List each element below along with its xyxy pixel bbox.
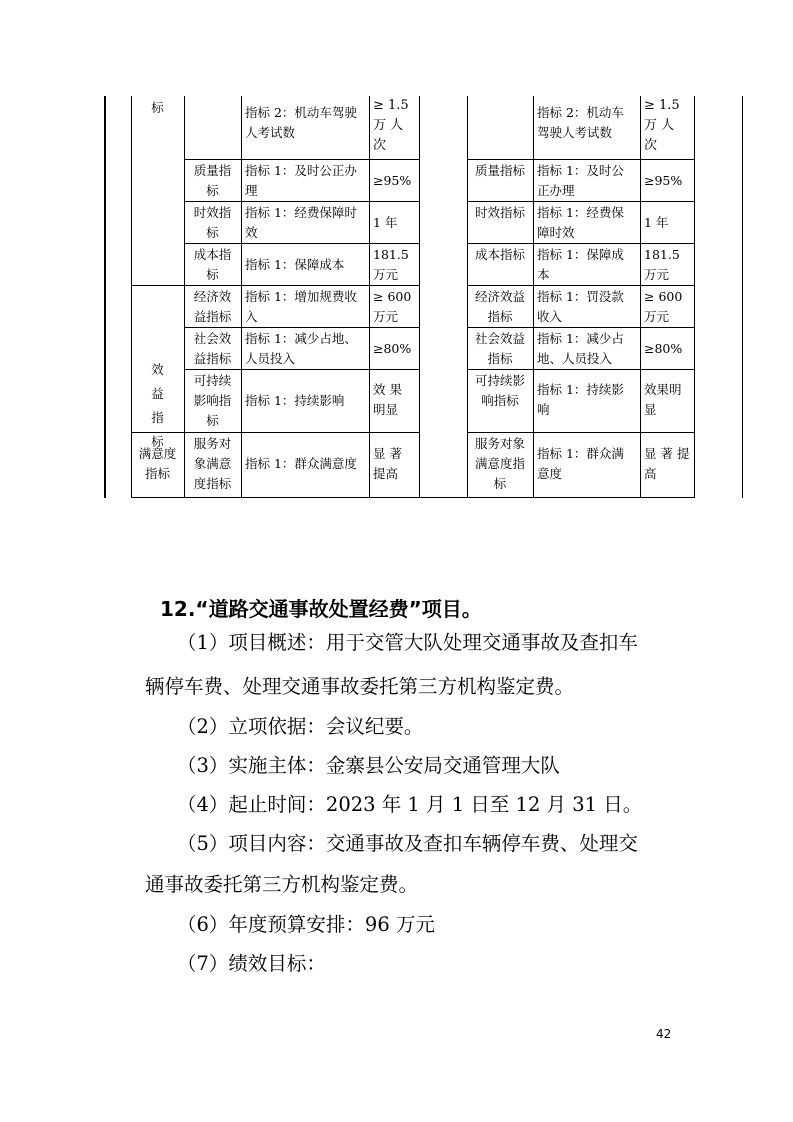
indicator-cell: 指标 1：群众满意度: [245, 456, 357, 471]
indicator-cell: 指标 1：增加规费收入: [245, 289, 357, 324]
sub-indicator-cell: 质量指标: [193, 163, 232, 198]
value-cell: 显 著 提高: [644, 446, 690, 481]
indicator-cell: 指标 1：群众满意度: [537, 446, 624, 481]
sub-indicator-cell: 经济效益指标: [193, 289, 232, 324]
indicator-cell: 指标 1：减少占地、人员投入: [537, 331, 624, 366]
sub-indicator-cell: 服务对象满意度指标: [193, 436, 232, 491]
paragraph: （6）年度预算安排：96 万元: [177, 913, 435, 936]
sub-indicator-cell: 时效指标: [193, 205, 232, 240]
table-vline: [694, 96, 695, 498]
paragraph: （3）实施主体：金寨县公安局交通管理大队: [177, 754, 560, 777]
indicator-cell: 指标 2：机动车驾驶人考试数: [537, 105, 624, 140]
section-heading: 12.“道路交通事故处置经费”项目。: [160, 597, 482, 621]
category-fragment: 标: [151, 100, 164, 115]
table-hline: [467, 159, 694, 160]
table-hline: [467, 327, 694, 328]
value-cell: 1 年: [373, 215, 398, 230]
value-cell: 181.5 万元: [644, 247, 684, 282]
value-cell: ≥ 1.5 万 人 次: [644, 98, 684, 153]
table-hline: [184, 159, 419, 160]
table-vline: [742, 96, 743, 498]
benefit-category-cell: 效益指标: [151, 362, 164, 449]
value-cell: ≥80%: [373, 341, 412, 356]
indicator-cell: 指标 1：持续影响: [537, 382, 624, 417]
paragraph: 辆停车费、处理交通事故委托第三方机构鉴定费。: [145, 675, 575, 698]
indicator-cell: 指标 1：保障成本: [245, 257, 345, 272]
sub-indicator-cell: 质量指标: [474, 163, 525, 178]
indicator-cell: 指标 1：经费保障时效: [537, 205, 624, 240]
table-hline: [184, 201, 419, 202]
value-cell: ≥95%: [644, 173, 683, 188]
value-cell: ≥95%: [373, 173, 412, 188]
table-hline: [467, 243, 694, 244]
table-hline: [184, 243, 419, 244]
indicator-cell: 指标 1：保障成本: [537, 247, 624, 282]
sub-indicator-cell: 成本指标: [474, 247, 525, 262]
paragraph: （7）绩效目标：: [177, 952, 326, 975]
indicator-cell: 指标 1：减少占地、人员投入: [245, 331, 357, 366]
table-hline: [131, 285, 419, 286]
table-border-left: [104, 96, 106, 498]
indicator-cell: 指标 2：机动车驾驶人考试数: [245, 105, 357, 140]
table-hline-bottom: [131, 497, 694, 498]
paragraph: 通事故委托第三方机构鉴定费。: [145, 873, 419, 896]
indicator-cell: 指标 1：经费保障时效: [245, 205, 357, 240]
table-hline: [467, 285, 694, 286]
indicator-cell: 指标 1：罚没款收入: [537, 289, 624, 324]
table-vline: [419, 96, 420, 498]
sub-indicator-cell: 可持续影响指标: [474, 373, 525, 408]
sub-indicator-cell: 可持续影响指标: [193, 373, 232, 428]
value-cell: 效果明显: [644, 382, 682, 417]
table-hline: [184, 327, 419, 328]
table-hline: [467, 201, 694, 202]
table-hline: [467, 369, 694, 370]
sub-indicator-cell: 经济效益指标: [474, 289, 525, 324]
value-cell: 181.5 万元: [373, 247, 413, 282]
value-cell: ≥ 600 万元: [644, 289, 687, 324]
sub-indicator-cell: 时效指标: [474, 205, 525, 220]
value-cell: 效 果 明显: [373, 382, 406, 417]
value-cell: 显 著 提高: [373, 446, 406, 481]
indicator-cell: 指标 1：及时公正办理: [245, 163, 357, 198]
sub-indicator-cell: 社会效益指标: [474, 331, 525, 366]
indicator-cell: 指标 1：及时公正办理: [537, 163, 624, 198]
page-number: 42: [656, 1027, 672, 1041]
value-cell: ≥80%: [644, 341, 683, 356]
paragraph: （5）项目内容：交通事故及查扣车辆停车费、处理交: [177, 832, 638, 855]
indicator-cell: 指标 1：持续影响: [245, 393, 345, 408]
table-hline: [467, 432, 694, 433]
paragraph: （2）立项依据：会议纪要。: [177, 715, 424, 738]
sub-indicator-cell: 服务对象满意度指标: [474, 436, 525, 491]
sub-indicator-cell: 成本指标: [193, 247, 232, 282]
performance-indicator-table: [0, 0, 793, 500]
value-cell: 1 年: [644, 215, 669, 230]
paragraph: （4）起止时间：2023 年 1 月 1 日至 12 月 31 日。: [177, 793, 643, 816]
table-hline: [184, 369, 419, 370]
value-cell: ≥ 600 万元: [373, 289, 416, 324]
paragraph: （1）项目概述：用于交管大队处理交通事故及查扣车: [177, 631, 638, 654]
satisfaction-category-cell: 满意度指标: [138, 446, 177, 481]
value-cell: ≥ 1.5 万 人 次: [373, 98, 413, 153]
sub-indicator-cell: 社会效益指标: [193, 331, 232, 366]
